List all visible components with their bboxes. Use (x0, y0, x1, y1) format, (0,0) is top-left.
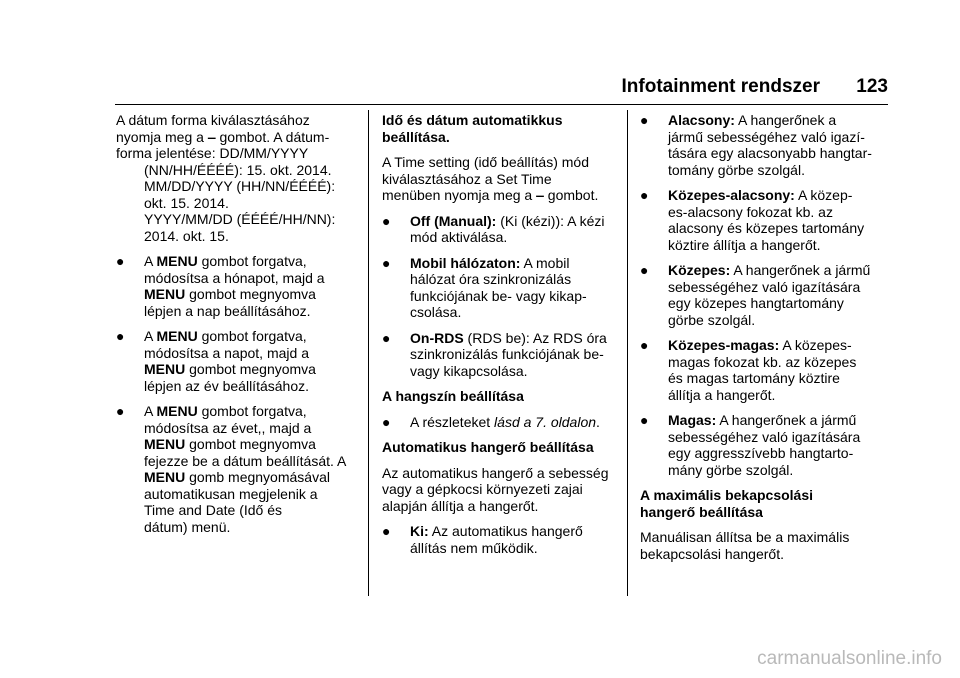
bullet-icon: ● (382, 413, 391, 430)
heading-max-volume: A maximális bekapcsolási hangerő beállítása (640, 487, 814, 520)
bullet-icon: ● (640, 337, 649, 353)
heading-auto-time: Idő és dátum automatikkus beállítása. (382, 112, 563, 145)
bullet-icon: ● (640, 412, 649, 428)
paragraph: Az automatikus hangerő a sebesség vagy a gépkocsi környezeti zajai alapján állítja a hangerőt. (382, 464, 609, 514)
list-item: ● Ki: Az automatikus hangerő állítás nem működik. (382, 523, 583, 556)
paragraph: Manuálisan állítsa be a maximális bekapcsolási hangerőt. (640, 529, 850, 562)
section-title: Infotainment rendszer (621, 76, 820, 97)
column-divider-2 (627, 110, 628, 596)
date-format-intro: A dátum forma kiválasztásához nyomja meg a ‒ gombot. A dátum- forma jelentése: DD/MM/YYYY (116, 112, 330, 161)
bullet-icon: ● (116, 328, 125, 344)
list-item: ● A MENU gombot forgatva, módosítsa a hónapot, majd a MENU gombot megnyomva lépjen a nap beállításához. (116, 253, 325, 319)
bullet-icon: ● (640, 112, 649, 128)
list-item: ● A MENU gombot forgatva, módosítsa a napot, majd a MENU gombot megnyomva lépjen az év beállításához. (116, 328, 316, 394)
list-item: ● Közepes-alacsony: A közep- es-alacsony fokozat kb. az alacsony és közepes tartomány köztire állítja a hangerőt. (640, 187, 865, 253)
bullet-icon: ● (116, 253, 125, 269)
bullet-icon: ● (382, 212, 391, 229)
date-format-list: (NN/HH/ÉÉÉÉ): 15. okt. 2014. MM/DD/YYYY (HH/NN/ÉÉÉÉ): okt. 15. 2014. YYYY/MM/DD (ÉÉÉÉ/HH/NN): 2014. okt. 15. (144, 161, 336, 244)
bullet-icon: ● (382, 523, 391, 539)
list-item: ● Közepes: A hangerőnek a jármű sebességéhez való igazítására egy közepes hangtartomány görbe szolgál. (640, 262, 871, 328)
column-divider-1 (368, 110, 369, 596)
page-number: 123 (856, 76, 888, 97)
bullet-icon: ● (640, 262, 649, 278)
column-1 (116, 112, 361, 544)
list-item: ● Alacsony: A hangerőnek a jármű sebességéhez való igazí- tására egy alacsonyabb hangtar- tomány görbe szolgál. (640, 112, 872, 178)
column-3 (640, 112, 885, 571)
button-symbol: ‒ (207, 128, 216, 145)
page-reference: lásd a 7. oldalon (494, 413, 597, 430)
list-item: ● On-RDS (RDS be): Az RDS óra szinkronizálás funkciójának be- vagy kikapcsolása. (382, 329, 607, 379)
list-item: ● Közepes-magas: A közepes- magas fokozat kb. az közepes és magas tartomány köztire állítja a hangerőt. (640, 337, 857, 403)
bullet-icon: ● (116, 403, 125, 419)
bullet-icon: ● (640, 187, 649, 203)
paragraph: A Time setting (idő beállítás) mód kiválasztásához a Set Time menüben nyomja meg a ‒ gombot. (382, 154, 599, 203)
bullet-icon: ● (382, 254, 391, 271)
list-item: ● Mobil hálózaton: A mobil hálózat óra szinkronizálás funkciójának be- vagy kikap- csolása. (382, 254, 587, 320)
list-item: ● Magas: A hangerőnek a jármű sebességéhez való igazítására egy aggresszívebb hangtarto- mány görbe szolgál. (640, 412, 861, 478)
heading-auto-volume: Automatikus hangerő beállítása (382, 439, 594, 455)
button-symbol: ‒ (536, 187, 544, 203)
bullet-icon: ● (382, 329, 391, 346)
heading-tone: A hangszín beállítása (382, 388, 524, 404)
column-2 (382, 112, 618, 565)
header-rule (115, 104, 888, 105)
list-item: ● Off (Manual): (Ki (kézi)): A kézi mód aktiválása. (382, 212, 605, 245)
watermark: carmanualsonline.info (757, 648, 942, 669)
list-item: ● A részleteket lásd a 7. oldalon. (382, 413, 600, 430)
list-item: ● A MENU gombot forgatva, módosítsa az évet,, majd a MENU gombot megnyomva fejezze be a dátum beállítását. A MENU gomb megnyomásával automatikusan megjelenik a Time and Date (Idő és dátum) menü. (116, 403, 347, 535)
